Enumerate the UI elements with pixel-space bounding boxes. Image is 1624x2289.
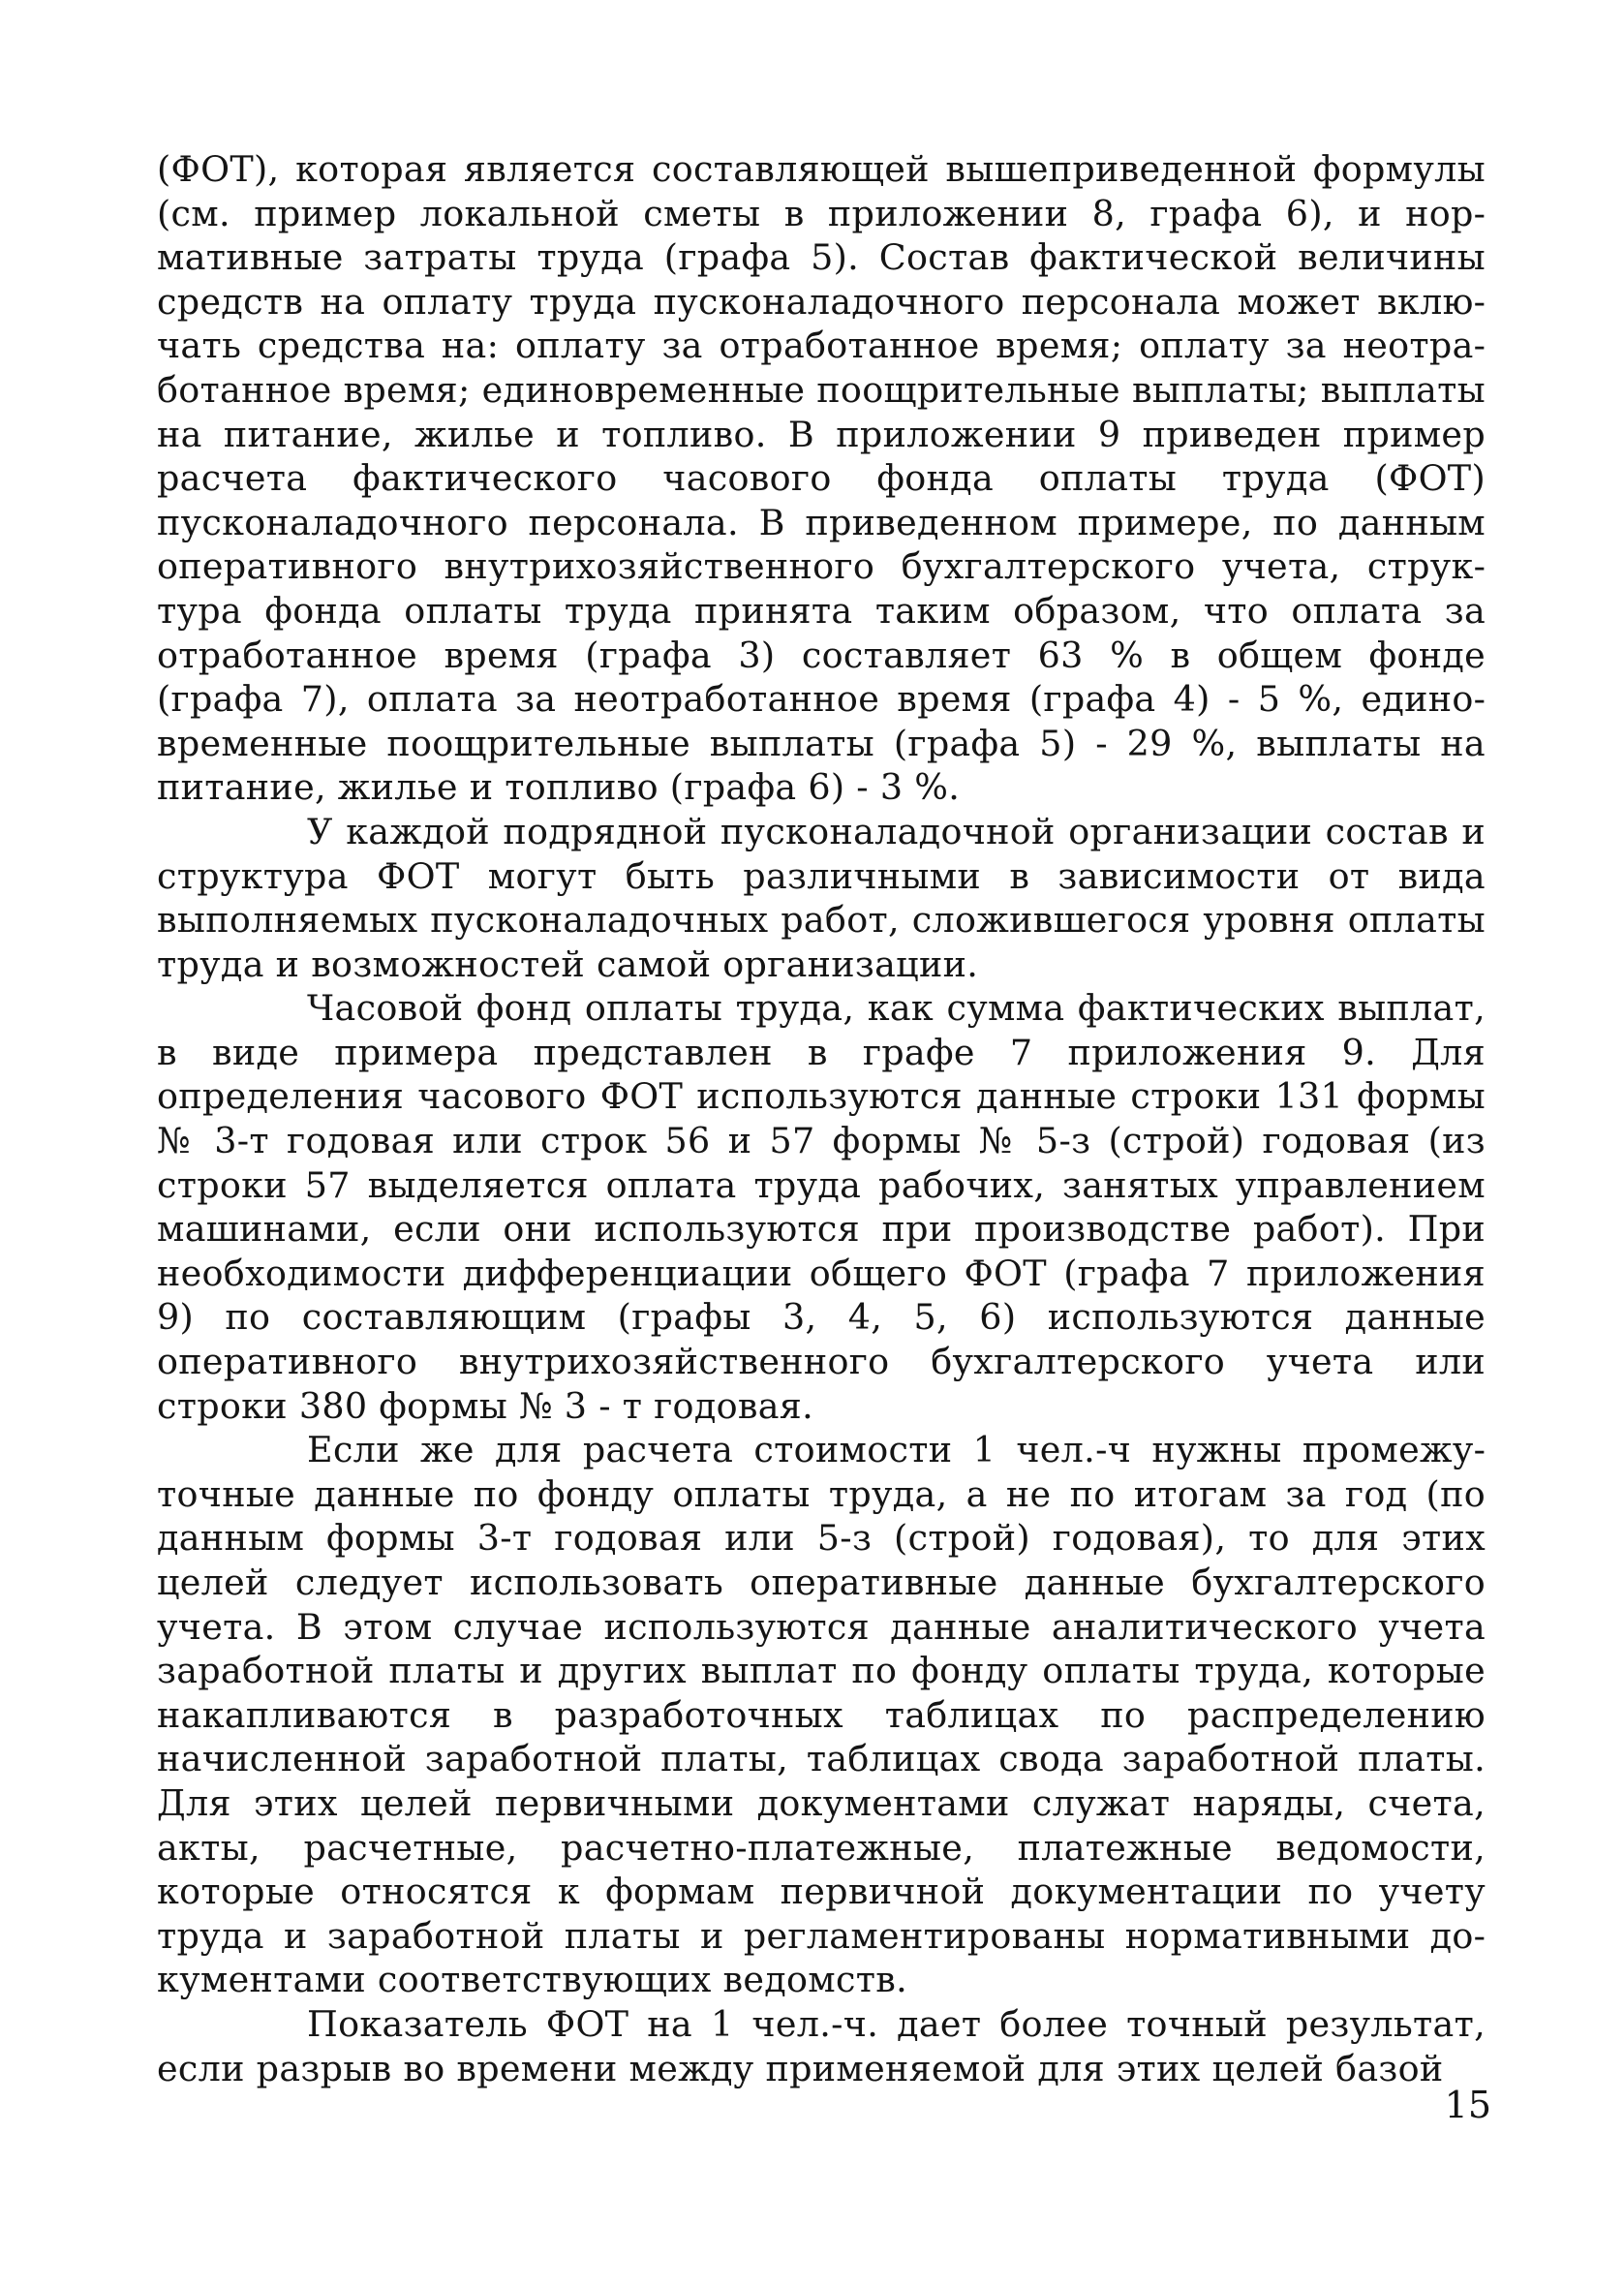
paragraph-organization-differences: У каждой подрядной пусконаладочной организации состав и структура ФОТ могут быть различными в зависимости от вида выполняемых пусконаладочных работ, сложившегося уровня оплаты труда и возможностей самой организации. (157, 810, 1486, 985)
paragraph-intermediate-data: Если же для расчета стоимости 1 чел.-ч нужны промежуточные данные по фонду оплаты труда, а не по итогам за год (по данным формы 3-т годовая или 5-з (строй) годовая), то для этих целей следует использовать оперативные данные бухгалтерского учета. В этом случае используются данные аналитического учета заработной платы и других выплат по фонду оплаты труда, которые накапливаются в разработочных таблицах по распределению начисленной заработной платы, таблицах свода заработной платы. Для этих целей первичными документами служат наряды, счета, акты, расчетные, расчетно-платежные, платежные ведомости, которые относятся к формам первичной документации по учету труда и заработной платы и регламентированы нормативными документами соответствующих ведомств. (157, 1429, 1486, 2001)
paragraph-hourly-wage-fund: Часовой фонд оплаты труда, как сумма фактических выплат, в виде примера представлен в графе 7 приложения 9. Для определения часового ФОТ используются данные строки 131 формы № 3-т годовая или строк 56 и 57 формы № 5-з (строй) годовая (из строки 57 выделяется оплата труда рабочих, занятых управлением машинами, если они используются при производстве работ). При необходимости дифференциации общего ФОТ (графа 7 приложения 9) по составляющим (графы 3, 4, 5, 6) используются данные оперативного внутрихозяйственного бухгалтерского учета или строки 380 формы № 3 - т годовая. (157, 987, 1486, 1427)
paragraph-fot-structure: (ФОТ), которая является составляющей вышеприведенной формулы (см. пример локальной сметы в приложении 8, графа 6), и нормативные затраты труда (графа 5). Состав фактической величины средств на оплату труда пусконаладочного персонала может включать средства на: оплату за отработанное время; оплату за неотработанное время; единовременные поощрительные выплаты; выплаты на питание, жилье и топливо. В приложении 9 приведен пример расчета фактического часового фонда оплаты труда (ФОТ) пусконаладочного персонала. В приведенном примере, по данным оперативного внутрихозяйственного бухгалтерского учета, структура фонда оплаты труда принята таким образом, что оплата за отработанное время (графа 3) составляет 63 % в общем фонде (графа 7), оплата за неотработанное время (графа 4) - 5 %, единовременные поощрительные выплаты (графа 5) - 29 %, выплаты на питание, жилье и топливо (графа 6) - 3 %. (157, 148, 1486, 809)
paragraph-fot-indicator: Показатель ФОТ на 1 чел.-ч. дает более точный результат, если разрыв во времени между применяемой для этих целей базой (157, 2002, 1486, 2089)
document-page (157, 147, 1486, 2090)
page-number: 15 (1444, 2084, 1491, 2126)
